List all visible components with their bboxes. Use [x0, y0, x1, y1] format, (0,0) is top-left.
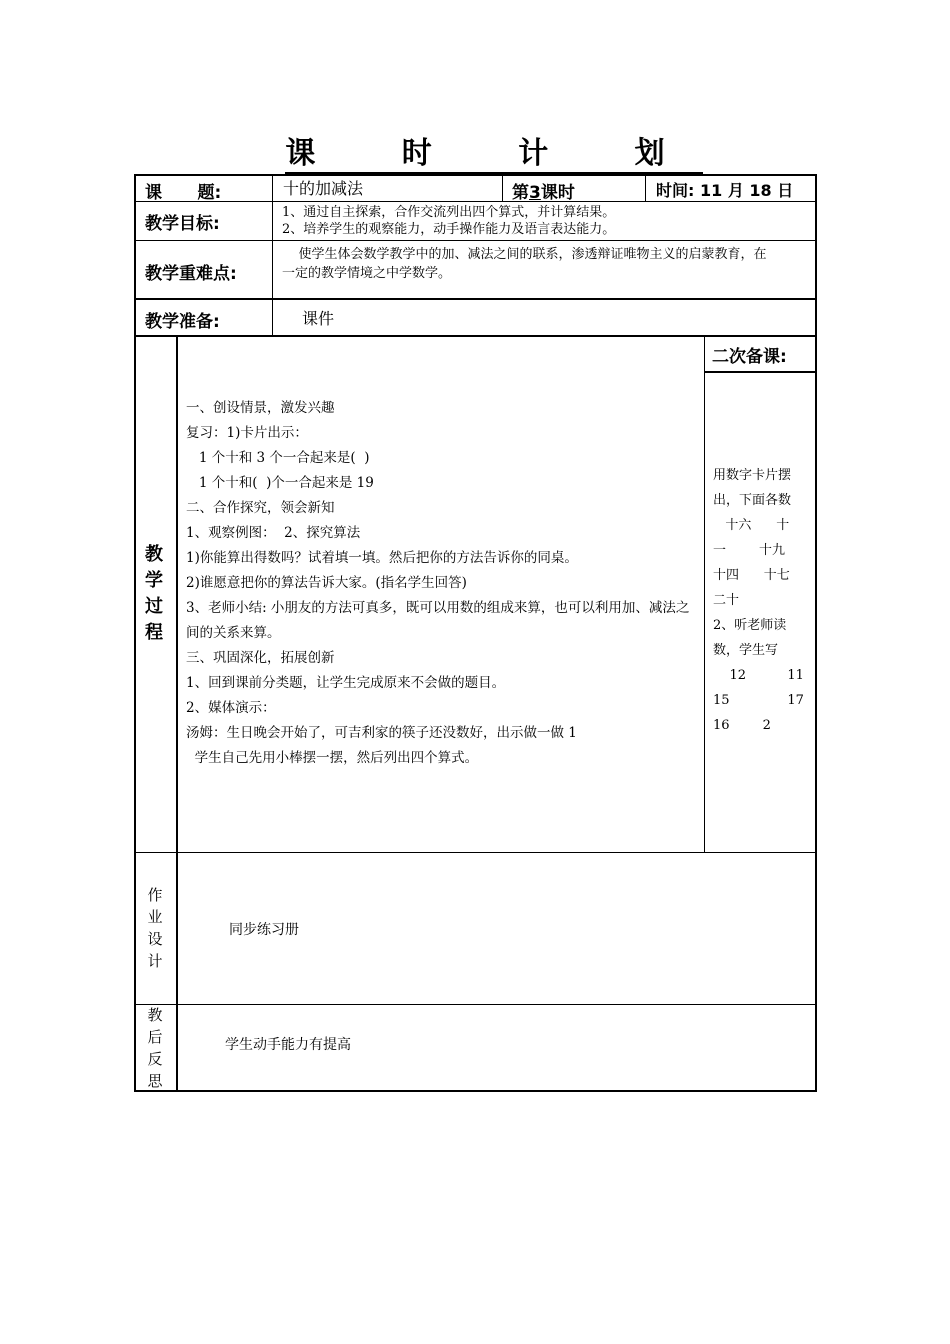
second-prep-line: 十六 十 [713, 518, 790, 533]
process-label: 教 学 过 程 [145, 544, 163, 643]
process-line: 复习：1)卡片出示： [186, 425, 308, 441]
key-points-text [282, 245, 767, 283]
process-line: 汤姆：生日晚会开始了，可吉利家的筷子还没数好，出示做一做 1 [186, 725, 577, 741]
key-point-line: 一定的教学情境之中学数学。 [282, 266, 452, 281]
page-title: 课 时 计 划 [0, 128, 950, 172]
process-line: 一、创设情景，激发兴趣 [186, 400, 335, 416]
prep-label: 教学准备: [145, 312, 220, 332]
homework-label: 作 业 设 计 [147, 886, 163, 970]
second-prep-line: 数，学生写 [713, 643, 779, 658]
process-content [186, 396, 689, 771]
process-line: 2、媒体演示： [186, 700, 276, 716]
goals-text [282, 204, 615, 238]
prep-value: 课件 [302, 309, 335, 328]
second-prep-content [713, 463, 805, 738]
time-label: 时间: [656, 181, 695, 200]
process-line: 2)谁愿意把你的算法告诉大家。(指名学生回答) [186, 575, 467, 591]
key-point-line: 使学生体会数学教学中的加、减法之间的联系，渗透辩证唯物主义的启蒙教育，在 [282, 247, 767, 262]
process-line: 间的关系来算。 [186, 625, 281, 641]
lesson-number: 第3课时 [512, 183, 575, 203]
process-line: 3、老师小结: 小朋友的方法可真多，既可以用数的组成来算，也可以利用加、减法之 [186, 600, 690, 616]
second-prep-line: 一 十九 [713, 543, 786, 558]
goal-line: 2、培养学生的观察能力，动手操作能力及语言表达能力。 [282, 222, 616, 237]
second-prep-line: 12 11 [713, 668, 804, 683]
topic-label: 课 题: [145, 183, 222, 203]
process-line: 三、巩固深化，拓展创新 [186, 650, 335, 666]
process-line: 1 个十和 3 个一合起来是( ) [186, 450, 370, 466]
process-line: 1、观察例图： 2、探究算法 [186, 525, 361, 541]
goals-label: 教学目标: [145, 214, 220, 234]
process-line: 1、回到课前分类题，让学生完成原来不会做的题目。 [186, 675, 506, 691]
homework-value: 同步练习册 [229, 922, 299, 938]
reflection-value: 学生动手能力有提高 [225, 1037, 351, 1053]
process-line: 1)你能算出得数吗？试着填一填。然后把你的方法告诉你的同桌。 [186, 550, 578, 566]
time-value: 11 月 18 日 [699, 181, 794, 200]
goal-line: 1、通过自主探索，合作交流列出四个算式，并计算结果。 [282, 205, 616, 220]
second-prep-line: 二十 [713, 593, 740, 608]
process-line: 二、合作探究，领会新知 [186, 500, 335, 516]
second-prep-line: 用数字卡片摆 [713, 468, 792, 483]
second-prep-line: 2、听老师读 [713, 618, 787, 633]
second-prep-line: 出，下面各数 [713, 493, 792, 508]
time-field [656, 178, 793, 201]
second-prep-line: 16 2 [713, 718, 771, 733]
second-prep-line: 15 17 [713, 693, 804, 708]
process-line: 1 个十和( )个一合起来是 19 [186, 475, 374, 491]
process-line: 学生自己先用小棒摆一摆，然后列出四个算式。 [186, 750, 479, 766]
second-prep-label: 二次备课: [712, 347, 787, 367]
key-points-label: 教学重难点: [145, 264, 237, 284]
topic-value: 十的加减法 [283, 179, 364, 198]
second-prep-line: 十四 十七 [713, 568, 790, 583]
reflection-label: 教 后 反 思 [147, 1006, 163, 1090]
